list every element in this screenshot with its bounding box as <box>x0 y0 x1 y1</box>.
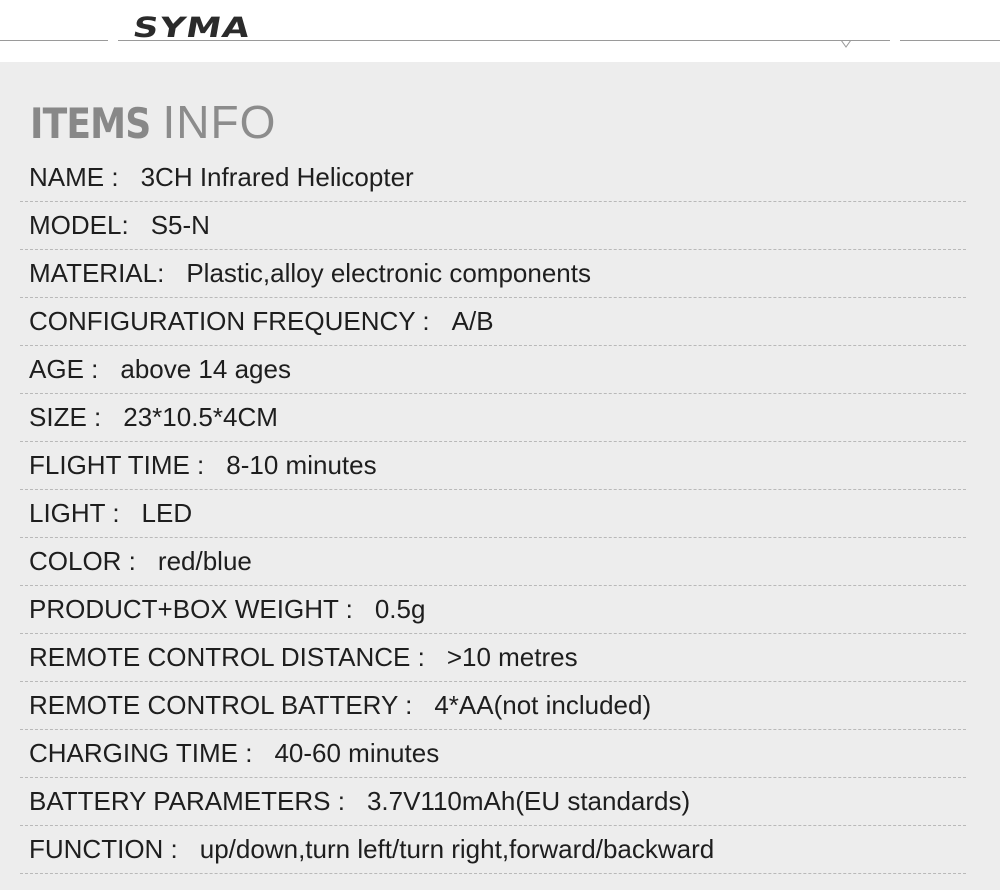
spec-label: FLIGHT TIME : <box>29 450 205 480</box>
spec-value: 3.7V110mAh(EU standards) <box>366 786 691 816</box>
spec-value: red/blue <box>157 546 252 576</box>
spec-label: NAME : <box>29 162 119 192</box>
spec-row <box>20 826 966 874</box>
spec-label: PRODUCT+BOX WEIGHT : <box>29 594 353 624</box>
spec-row <box>20 682 966 730</box>
spec-row <box>20 298 966 346</box>
spec-value: 3CH Infrared Helicopter <box>140 162 414 192</box>
spec-label: LIGHT : <box>29 498 120 528</box>
section-title <box>30 92 276 152</box>
header-rule-left <box>0 40 108 41</box>
spec-value: 0.5g <box>374 594 426 624</box>
spec-row <box>20 202 966 250</box>
spec-row <box>20 730 966 778</box>
spec-label: CHARGING TIME : <box>29 738 253 768</box>
brand-logo: SYMA <box>130 11 254 44</box>
header-bar <box>0 0 1000 62</box>
spec-value: 40-60 minutes <box>274 738 440 768</box>
spec-label: REMOTE CONTROL BATTERY : <box>29 690 413 720</box>
spec-label: SIZE : <box>29 402 102 432</box>
spec-label: MODEL: <box>29 210 129 240</box>
title-bold: ITEMS <box>30 99 151 148</box>
spec-value: Plastic,alloy electronic components <box>186 258 591 288</box>
spec-row <box>20 778 966 826</box>
spec-label: BATTERY PARAMETERS : <box>29 786 345 816</box>
spec-row <box>20 154 966 202</box>
spec-row <box>20 250 966 298</box>
spec-row <box>20 538 966 586</box>
spec-value: 8-10 minutes <box>226 450 377 480</box>
spec-label: FUNCTION : <box>29 834 178 864</box>
spec-label: REMOTE CONTROL DISTANCE : <box>29 642 425 672</box>
spec-row <box>20 634 966 682</box>
spec-row <box>20 394 966 442</box>
spec-value: LED <box>141 498 193 528</box>
spec-row <box>20 490 966 538</box>
notch-chevron-icon <box>841 40 851 48</box>
spec-value: up/down,turn left/turn right,forward/backward <box>199 834 715 864</box>
spec-value: 23*10.5*4CM <box>123 402 278 432</box>
spec-value: S5-N <box>150 210 210 240</box>
spec-row <box>20 346 966 394</box>
spec-row <box>20 586 966 634</box>
spec-value: 4*AA(not included) <box>434 690 652 720</box>
spec-label: CONFIGURATION FREQUENCY : <box>29 306 430 336</box>
title-light: INFO <box>162 96 277 148</box>
spec-row <box>20 442 966 490</box>
spec-value: above 14 ages <box>120 354 291 384</box>
header-rule-right <box>900 40 1000 41</box>
spec-label: MATERIAL: <box>29 258 165 288</box>
spec-value: A/B <box>451 306 494 336</box>
spec-list <box>20 154 966 874</box>
spec-label: AGE : <box>29 354 99 384</box>
spec-label: COLOR : <box>29 546 136 576</box>
spec-value: >10 metres <box>446 642 578 672</box>
